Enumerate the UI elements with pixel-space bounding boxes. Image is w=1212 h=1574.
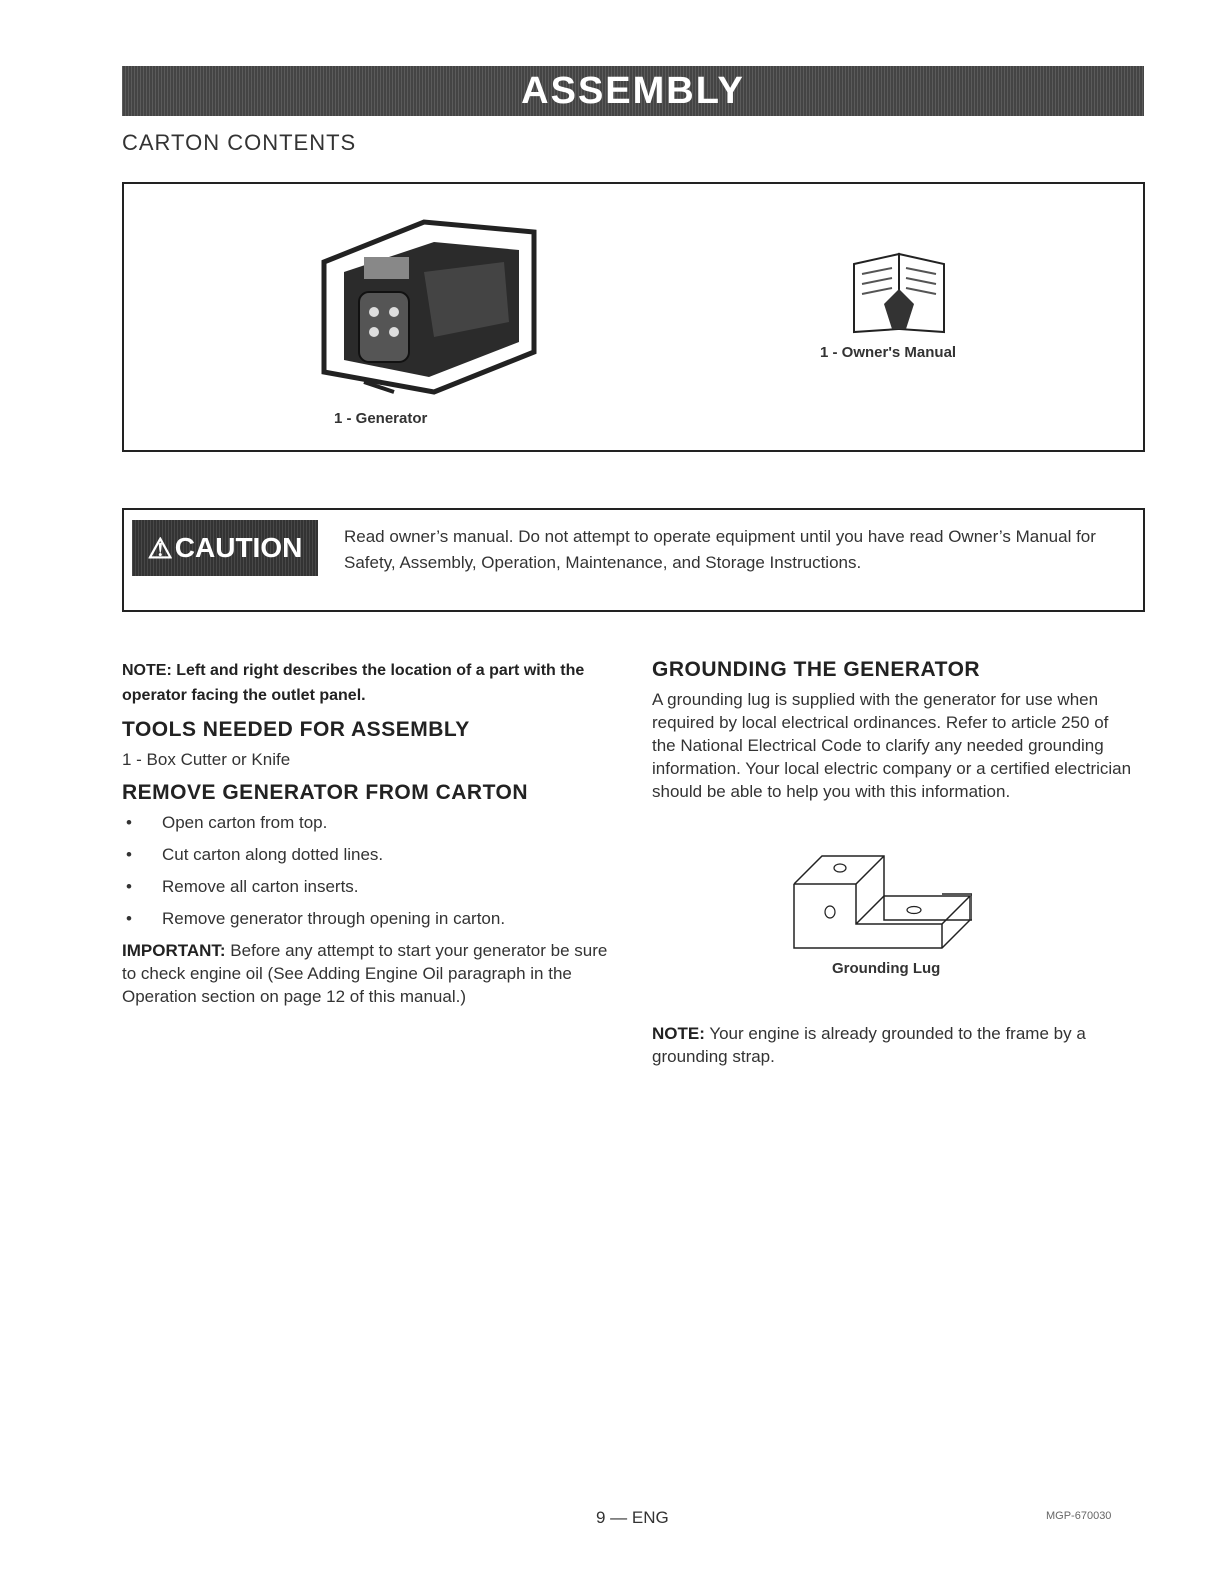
bullet-icon: •: [126, 877, 132, 896]
left-column: [122, 658, 622, 1008]
note-text: Your engine is already grounded to the frame by a grounding strap.: [652, 1024, 1086, 1066]
bullet-icon: •: [126, 909, 132, 928]
caution-text: Read owner’s manual. Do not attempt to operate equipment until you have read Owner’s Manual for Safety, Assembly, Operation, Maintenance, and Storage Instructions.: [344, 527, 1096, 572]
bullet-icon: •: [126, 813, 132, 832]
carton-contents-box: [122, 182, 1145, 452]
note-label: NOTE:: [652, 1024, 705, 1043]
remove-heading: REMOVE GENERATOR FROM CARTON: [122, 781, 529, 804]
grounding-lug-label: Grounding Lug: [832, 960, 941, 977]
page-number: 9 — ENG: [596, 1508, 669, 1527]
right-column: [652, 658, 1132, 1066]
orientation-note: NOTE: Left and right describes the location of a part with the operator facing the outlet panel.: [122, 662, 585, 704]
manual-label: 1 - Owner's Manual: [820, 344, 957, 361]
generator-illustration: [304, 202, 544, 402]
list-item: • Remove generator through opening in carton.: [122, 907, 622, 930]
document-code: MGP-670030: [1046, 1510, 1112, 1522]
list-item: • Open carton from top.: [122, 811, 622, 834]
important-text: Before any attempt to start your generator be sure to check engine oil (See Adding Engine Oil paragraph in the Operation section on page 12 of this manual.): [122, 941, 608, 1006]
tools-heading: TOOLS NEEDED FOR ASSEMBLY: [122, 718, 470, 741]
grounding-note: [652, 1022, 1132, 1068]
important-label: IMPORTANT:: [122, 941, 226, 960]
carton-contents-title: CARTON CONTENTS: [122, 130, 357, 155]
list-item: • Remove all carton inserts.: [122, 875, 622, 898]
grounding-lug-illustration: [792, 854, 972, 954]
caution-badge: [132, 520, 318, 576]
tools-item: 1 - Box Cutter or Knife: [122, 750, 291, 769]
grounding-text: A grounding lug is supplied with the generator for use when required by local electrical ordinances. Refer to article 250 of the National Electrical Code to clarify any needed grounding information. Your local electric company or a certified electrician should be able to help you with this information.: [652, 690, 1132, 801]
grounding-heading: GROUNDING THE GENERATOR: [652, 658, 981, 681]
caution-box: [122, 508, 1145, 612]
assembly-banner: [122, 66, 1144, 116]
caution-label: CAUTION: [174, 532, 303, 563]
important-paragraph: [122, 939, 622, 1008]
bullet-icon: •: [126, 845, 132, 864]
banner-title: ASSEMBLY: [521, 69, 745, 112]
remove-steps-list: [122, 811, 622, 930]
warning-triangle-icon: ⚠: [147, 532, 173, 564]
generator-label: 1 - Generator: [334, 410, 428, 427]
list-item: • Cut carton along dotted lines.: [122, 843, 622, 866]
manual-book-icon: [844, 244, 954, 334]
